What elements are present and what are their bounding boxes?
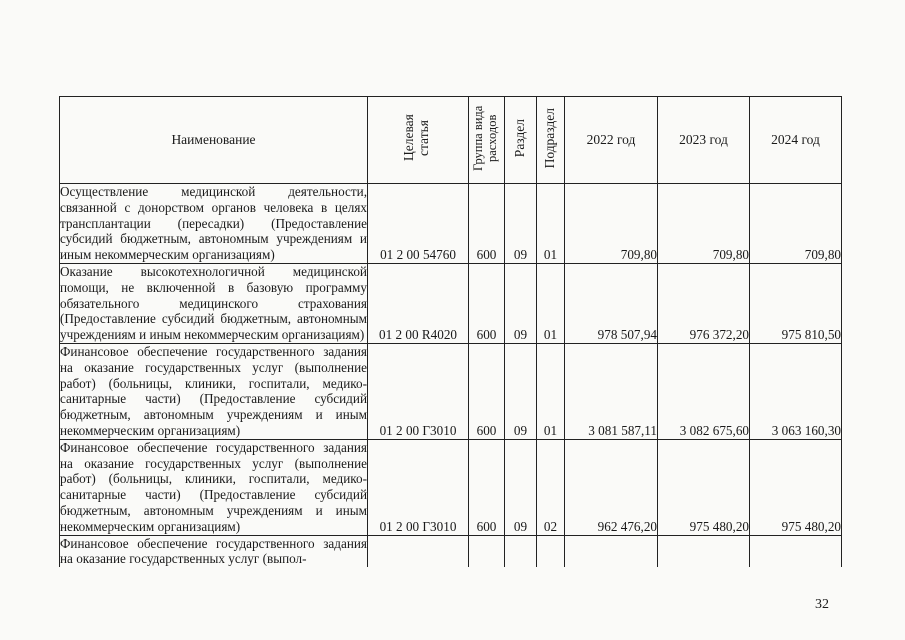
row-subsection-empty xyxy=(537,535,565,567)
row-2023: 975 480,20 xyxy=(658,439,750,535)
row-target: 01 2 00 Г3010 xyxy=(368,343,469,439)
header-2023: 2023 год xyxy=(658,97,750,184)
row-target: 01 2 00 Г3010 xyxy=(368,439,469,535)
header-subsection xyxy=(537,97,565,184)
row-2022: 978 507,94 xyxy=(565,263,658,343)
row-2023: 3 082 675,60 xyxy=(658,343,750,439)
row-2024: 3 063 160,30 xyxy=(750,343,842,439)
header-subsection-label: Подраздел xyxy=(542,107,558,169)
row-2024: 975 810,50 xyxy=(750,263,842,343)
row-2023: 709,80 xyxy=(658,184,750,264)
row-section: 09 xyxy=(505,343,537,439)
row-group: 600 xyxy=(469,343,505,439)
row-group-empty xyxy=(469,535,505,567)
row-subsection: 02 xyxy=(537,439,565,535)
row-name: Финансовое обеспечение государственного задания на оказание государственных услуг (выполнение работ) (больницы, клиники, госпитали, медико-санитарные части) (Предоставление субсидий бюджетным, автономным учреждениям и иным некоммерческим организациям) xyxy=(60,343,367,438)
row-target: 01 2 00 R4020 xyxy=(368,263,469,343)
row-2023-empty xyxy=(658,535,750,567)
row-group: 600 xyxy=(469,263,505,343)
header-2024: 2024 год xyxy=(750,97,842,184)
header-section xyxy=(505,97,537,184)
page-number: 32 xyxy=(815,597,829,612)
row-2024-empty xyxy=(750,535,842,567)
row-section: 09 xyxy=(505,439,537,535)
row-2022-empty xyxy=(565,535,658,567)
header-target xyxy=(368,97,469,184)
row-2022: 709,80 xyxy=(565,184,658,264)
table-row xyxy=(60,184,842,264)
row-section-empty xyxy=(505,535,537,567)
table-row xyxy=(60,439,842,535)
row-subsection: 01 xyxy=(537,184,565,264)
row-target-empty xyxy=(368,535,469,567)
budget-table xyxy=(59,96,842,567)
row-name-partial: Финансовое обеспечение государственного задания на оказание государственных услуг (выпол- xyxy=(60,535,367,567)
table-row xyxy=(60,263,842,343)
row-section: 09 xyxy=(505,263,537,343)
row-2024: 975 480,20 xyxy=(750,439,842,535)
row-2022: 962 476,20 xyxy=(565,439,658,535)
row-name: Осуществление медицинской деятельности, связанной с донорством органов человека в целях трансплантации (пересадки) (Предоставление субсидий бюджетным, автономным учреждениям и иным некоммерческим организациям) xyxy=(60,184,367,263)
table-header-row xyxy=(60,97,842,184)
row-2024: 709,80 xyxy=(750,184,842,264)
header-group-label: Группа вида расходов xyxy=(470,105,499,171)
row-group: 600 xyxy=(469,184,505,264)
row-2022: 3 081 587,11 xyxy=(565,343,658,439)
row-name: Финансовое обеспечение государственного задания на оказание государственных услуг (выполнение работ) (больницы, клиники, госпитали, медико-санитарные части) (Предоставление субсидий бюджетным, автономным учреждениям и иным некоммерческим организациям) xyxy=(60,439,367,534)
table-row xyxy=(60,343,842,439)
header-name: Наименование xyxy=(60,97,368,184)
header-section-label: Раздел xyxy=(512,118,528,158)
row-subsection: 01 xyxy=(537,263,565,343)
table-row-partial xyxy=(60,535,842,567)
row-2023: 976 372,20 xyxy=(658,263,750,343)
row-subsection: 01 xyxy=(537,343,565,439)
row-target: 01 2 00 54760 xyxy=(368,184,469,264)
row-group: 600 xyxy=(469,439,505,535)
row-name: Оказание высокотехнологичной медицинской помощи, не включенной в базовую программу обязательного медицинского страхования (Предоставление субсидий бюджетным, автономным учреждениям и иным некоммерческим организациям) xyxy=(60,263,367,343)
row-section: 09 xyxy=(505,184,537,264)
header-group xyxy=(469,97,505,184)
header-2022: 2022 год xyxy=(565,97,658,184)
header-target-label: Целевая статья xyxy=(401,114,431,162)
